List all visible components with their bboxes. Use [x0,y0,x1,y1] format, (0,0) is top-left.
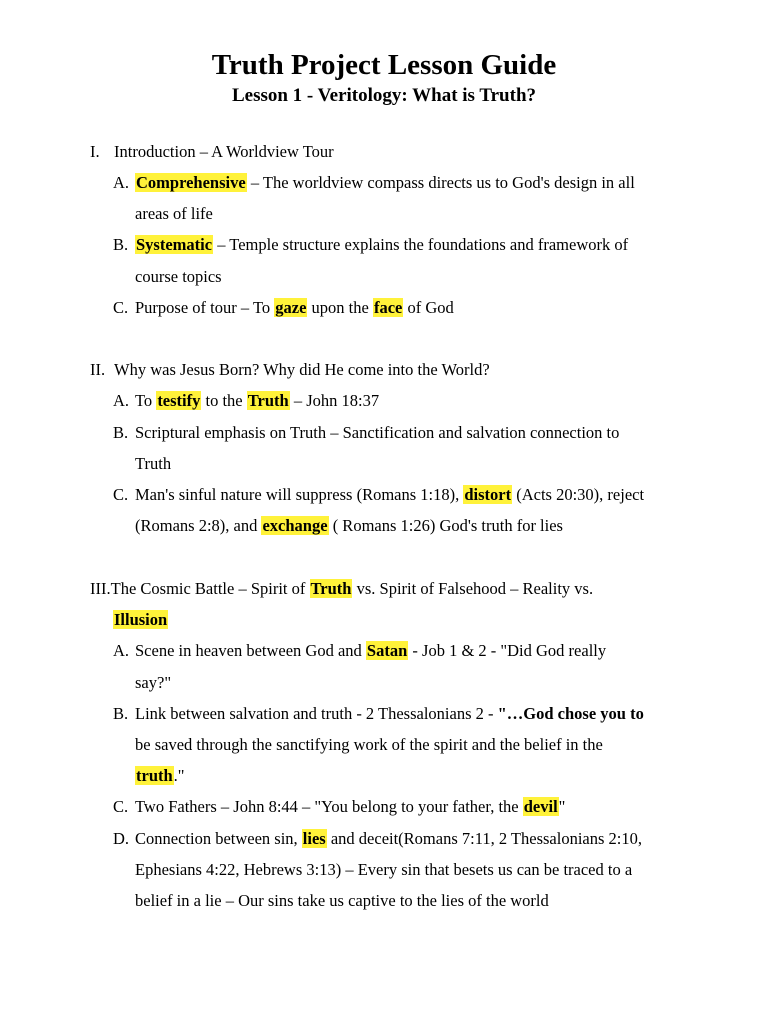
text-run: Scriptural emphasis on Truth – Sanctification and salvation connection to [135,423,620,442]
highlighted-keyword: gaze [275,298,307,317]
outline-item [113,827,642,851]
item-text [135,704,644,723]
text-run: Purpose of tour – To [135,298,275,317]
outline-item-continuation [135,452,171,476]
highlighted-keyword: Systematic [136,235,213,254]
item-text [135,173,635,192]
highlighted-keyword: Truth [247,391,289,410]
text-run: and deceit(Romans 7:11, 2 Thessalonians 2:10, [326,829,642,848]
bold-quote: "…God chose you to [497,704,644,723]
text-run: say?" [135,673,172,692]
highlighted-keyword: testify [157,391,201,410]
text-run: To [135,391,157,410]
section-1-heading [90,140,334,164]
outline-item [113,702,644,726]
item-text [135,797,565,816]
section-heading-continuation [113,608,168,632]
text-run: areas of life [135,204,213,223]
item-text [135,235,628,254]
text-run: Man's sinful nature will suppress (Romans 1:18), [135,485,464,504]
item-letter: B. [113,235,129,254]
outline-item [113,795,565,819]
outline-item [113,639,606,663]
highlighted-keyword: face [373,298,403,317]
text-run: vs. Spirit of Falsehood – Reality vs. [352,579,594,598]
outline-item-continuation [135,671,171,695]
text-run: Scene in heaven between God and [135,641,366,660]
highlighted-keyword: truth [136,766,173,785]
section-3-heading [90,577,593,601]
text-run: Link between salvation and truth - 2 Thessalonians 2 - [135,704,498,723]
text-run: ( Romans 1:26) God's truth for lies [328,516,563,535]
section-number: II. [90,360,106,379]
outline-item [113,171,635,195]
item-text [135,485,644,504]
text-run: belief in a lie – Our sins take us captive to the lies of the world [135,891,549,910]
text-run: upon the [307,298,373,317]
item-letter: C. [113,298,129,317]
text-run: – The worldview compass directs us to God's design in all [246,173,635,192]
text-run: - Job 1 & 2 - "Did God really [408,641,607,660]
section-heading-text: Introduction – A Worldview Tour [114,142,334,161]
section-number: I. [90,142,100,161]
text-run: of God [403,298,454,317]
section-2-heading [90,358,490,382]
text-run: Truth [135,454,172,473]
page-subtitle: Lesson 1 - Veritology: What is Truth? [231,85,537,106]
outline-item [113,296,454,320]
highlighted-keyword: distort [464,485,512,504]
text-run: (Romans 2:8), and [135,516,262,535]
outline-item-continuation [135,202,213,226]
text-run: ." [173,766,185,785]
highlighted-keyword: lies [302,829,326,848]
text-run: (Acts 20:30), reject [512,485,645,504]
item-letter: C. [113,797,129,816]
section-heading-text [111,579,593,598]
outline-item [113,421,619,445]
text-run: – John 18:37 [289,391,380,410]
page-title: Truth Project Lesson Guide [211,49,557,81]
outline-item [113,389,379,413]
highlighted-keyword: Satan [366,641,408,660]
outline-item [113,483,644,507]
item-text [135,641,606,660]
outline-item [113,233,628,257]
highlighted-keyword: exchange [262,516,328,535]
highlighted-keyword: Illusion [114,610,168,629]
item-letter: C. [113,485,129,504]
highlighted-keyword: Truth [310,579,352,598]
item-letter: D. [113,829,130,848]
highlighted-keyword: devil [523,797,558,816]
text-run: The Cosmic Battle – Spirit of [110,579,310,598]
item-letter: A. [113,391,130,410]
outline-item-continuation [135,265,222,289]
text-run: Two Fathers – John 8:44 – "You belong to your father, the [135,797,523,816]
outline-item-continuation [135,733,603,757]
item-text [135,298,454,317]
item-text [135,423,619,442]
item-letter: B. [113,704,129,723]
text-run: – Temple structure explains the foundations and framework of [213,235,629,254]
item-text [135,829,642,848]
outline-item-continuation [135,858,632,882]
item-letter: B. [113,423,129,442]
text-run: course topics [135,267,222,286]
item-letter: A. [113,641,130,660]
text-run: be saved through the sanctifying work of the spirit and the belief in the [135,735,603,754]
text-run: Ephesians 4:22, Hebrews 3:13) – Every sin that besets us can be traced to a [135,860,633,879]
text-run: " [558,797,566,816]
outline-item-continuation [135,764,185,788]
section-heading-text: Why was Jesus Born? Why did He come into the World? [114,360,490,379]
text-run: to the [201,391,247,410]
outline-item-continuation [135,889,549,913]
outline-item-continuation [135,514,563,538]
text-run: Connection between sin, [135,829,302,848]
section-number: III. [90,579,111,598]
highlighted-keyword: Comprehensive [136,173,246,192]
item-text [135,391,379,410]
item-letter: A. [113,173,130,192]
